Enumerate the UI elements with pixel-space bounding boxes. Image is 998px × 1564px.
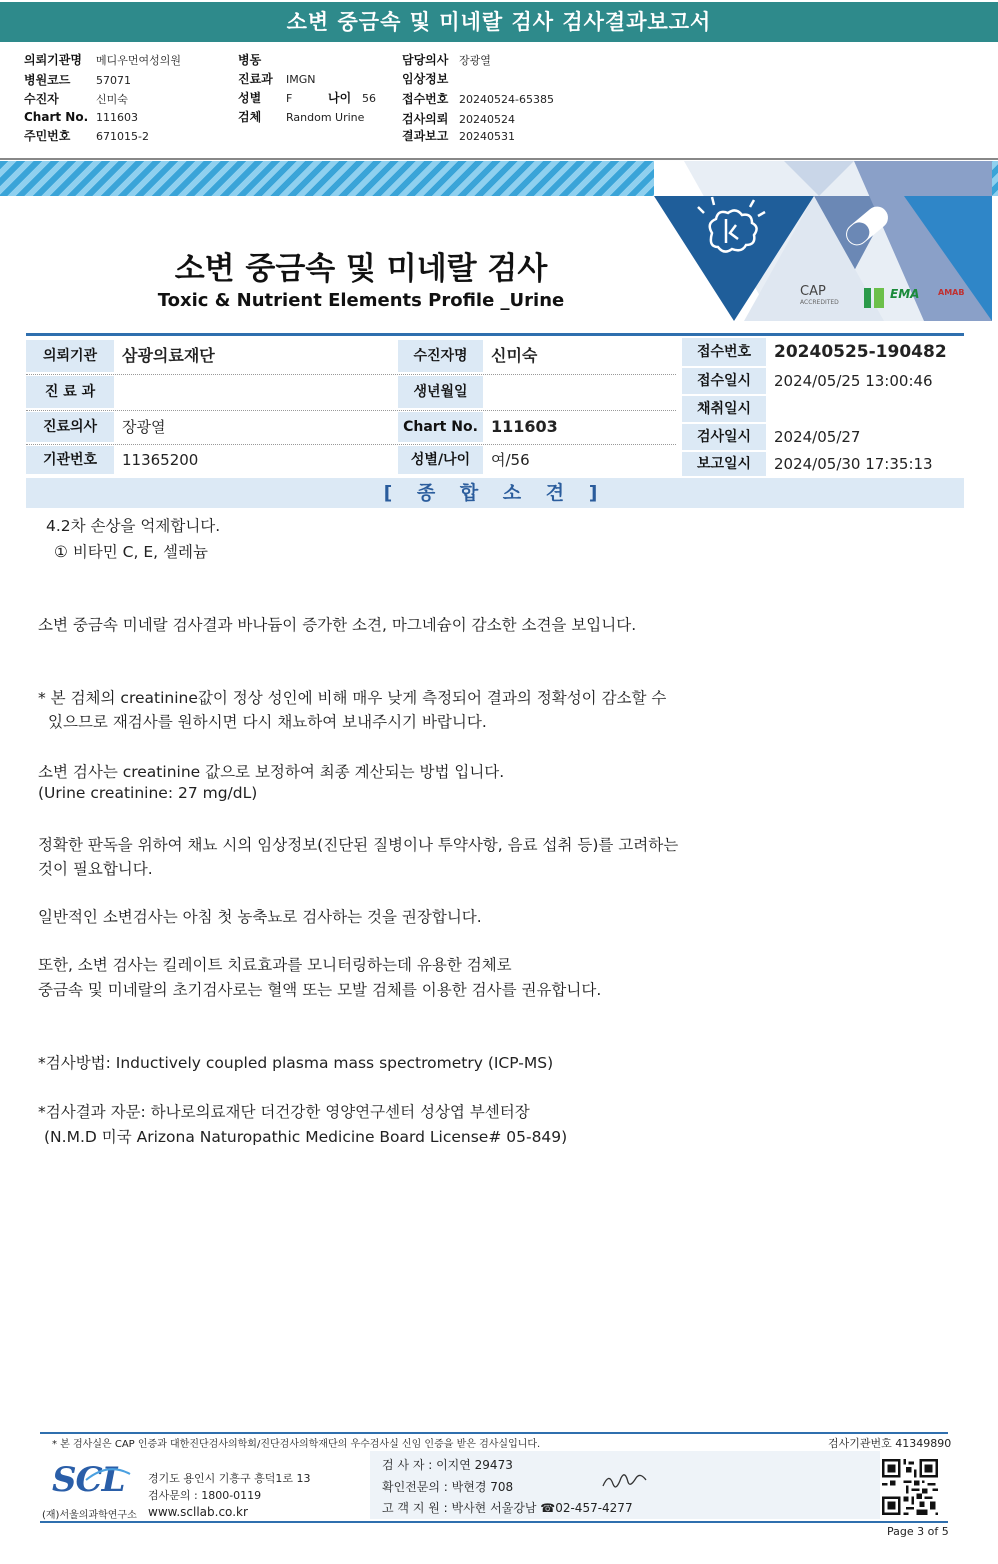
summary-line: * 본 검체의 creatinine값이 정상 성인에 비해 매우 낮게 측정되어 결과의 정확성이 감소할 수 <box>38 689 667 707</box>
scl-logo: SCL <box>52 1460 125 1500</box>
footer-bottom-divider <box>40 1521 948 1523</box>
ema-logo: EMA <box>890 287 920 301</box>
info-value: 111603 <box>491 417 558 436</box>
summary-line: 있으므로 재검사를 원하시면 다시 채뇨하여 보내주시기 바랍니다. <box>48 713 487 731</box>
report-banner-title: 소변 중금속 및 미네랄 검사 검사결과보고서 <box>0 2 998 42</box>
row-divider <box>26 444 676 445</box>
info-label: 채취일시 <box>682 396 766 422</box>
summary-line: ① 비타민 C, E, 셀레늄 <box>54 543 208 561</box>
summary-line: (Urine creatinine: 27 mg/dL) <box>38 784 258 802</box>
header-field: 의뢰기관명 메디우먼여성의원 <box>24 53 182 67</box>
info-value <box>483 376 676 408</box>
info-label: 성별/나이 <box>398 446 483 474</box>
summary-line: *검사방법: Inductively coupled plasma mass spectrometry (ICP-MS) <box>38 1054 554 1072</box>
info-label: 접수일시 <box>682 368 766 394</box>
website-link[interactable]: www.scllab.co.kr <box>148 1505 248 1519</box>
accreditation-notice: * 본 검사실은 CAP 인증과 대한진단검사의학회/진단검사의학재단의 우수검사실 신임 인증을 받은 검사실입니다. <box>52 1439 541 1450</box>
org-name: (재)서울의과학연구소 <box>42 1510 137 1521</box>
header-field: 수진자 신미숙 <box>24 92 128 106</box>
customer-support: 고 객 지 원 : 박사현 서울강남 ☎02-457-4277 <box>382 1501 633 1515</box>
info-label: 검사일시 <box>682 424 766 450</box>
patient-header <box>0 42 998 160</box>
info-value: 신미숙 <box>491 346 538 365</box>
summary-line: 중금속 및 미네랄의 초기검사로는 혈액 또는 모발 검체를 이용한 검사를 권유합니다. <box>38 981 602 999</box>
row-divider <box>26 410 676 411</box>
header-field: 임상정보 <box>402 72 449 86</box>
info-value: 2024/05/30 17:35:13 <box>774 455 933 473</box>
header-field: 결과보고 20240531 <box>402 129 515 143</box>
qr-code-icon <box>882 1459 938 1515</box>
info-value: 삼광의료재단 <box>122 346 215 365</box>
info-label: 보고일시 <box>682 452 766 476</box>
amab-logo: AMAB <box>938 288 965 297</box>
header-field: 성별 F <box>238 91 293 105</box>
summary-line: 또한, 소변 검사는 킬레이트 치료효과를 모니터링하는데 유용한 검체로 <box>38 956 512 974</box>
header-field: 접수번호 20240524-65385 <box>402 92 554 106</box>
summary-line: 것이 필요합니다. <box>38 860 153 878</box>
info-label: 기관번호 <box>26 446 114 474</box>
header-field: Chart No. 111603 <box>24 110 138 124</box>
org-address: 경기도 용인시 기흥구 흥덕1로 13 <box>148 1472 311 1485</box>
info-label: Chart No. <box>398 412 483 442</box>
specialist: 확인전문의 : 박현경 708 <box>382 1480 514 1494</box>
header-field: 검체 Random Urine <box>238 110 365 124</box>
info-value: 2024/05/27 <box>774 428 861 446</box>
footer-divider <box>40 1432 948 1434</box>
tester: 검 사 자 : 이지연 29473 <box>382 1458 513 1472</box>
patient-info-table <box>26 333 964 473</box>
info-value: 장광열 <box>122 418 166 436</box>
info-label: 접수번호 <box>682 338 766 366</box>
summary-line: (N.M.D 미국 Arizona Naturopathic Medicine Board License# 05-849) <box>44 1128 568 1146</box>
info-value: 2024/05/25 13:00:46 <box>774 372 933 390</box>
cap-logo: CAP ACCREDITED <box>800 284 839 306</box>
summary-line: 소변 중금속 미네랄 검사결과 바나듐이 증가한 소견, 마그네슘이 감소한 소견을 보입니다. <box>38 616 637 634</box>
summary-line: *검사결과 자문: 하나로의료재단 더건강한 영양연구센터 성상엽 부센터장 <box>38 1103 530 1121</box>
info-label: 생년월일 <box>398 376 483 408</box>
info-label: 진료의사 <box>26 412 114 442</box>
report-title-korean: 소변 중금속 및 미네랄 검사 <box>174 251 548 287</box>
header-field: 진료과 IMGN <box>238 72 316 86</box>
scl-logo-swoosh <box>84 1466 132 1484</box>
info-value <box>114 376 398 408</box>
header-field: 담당의사 장광열 <box>402 53 491 67</box>
lab-number: 검사기관번호 41349890 <box>828 1437 952 1450</box>
summary-heading: [ 종 합 소 견 ] <box>26 478 964 508</box>
accreditation-logos <box>800 284 970 312</box>
header-field: 병원코드 57071 <box>24 73 131 87</box>
info-value: 20240525-190482 <box>774 342 947 362</box>
lm-logo-icon <box>862 286 886 310</box>
summary-line: 정확한 판독을 위하여 채뇨 시의 임상정보(진단된 질병이나 투약사항, 음료 섭취 등)를 고려하는 <box>38 836 679 854</box>
signature-icon <box>600 1470 650 1494</box>
inquiry-phone: 검사문의 : 1800-0119 <box>148 1489 262 1502</box>
info-label: 진 료 과 <box>26 376 114 408</box>
page-number: Page 3 of 5 <box>887 1525 949 1538</box>
info-label: 수진자명 <box>398 340 483 372</box>
info-value: 여/56 <box>491 451 530 469</box>
header-field-age: 나이 56 <box>328 91 376 105</box>
header-field: 병동 <box>238 53 262 67</box>
info-value: 11365200 <box>122 451 199 469</box>
header-field: 검사의뢰 20240524 <box>402 112 515 126</box>
header-field: 주민번호 671015-2 <box>24 129 149 143</box>
info-label: 의뢰기관 <box>26 340 114 372</box>
report-title-english: Toxic & Nutrient Elements Profile _Urine <box>157 290 565 311</box>
summary-line: 4.2차 손상을 억제합니다. <box>46 517 221 535</box>
summary-line: 소변 검사는 creatinine 값으로 보정하여 최종 계산되는 방법 입니다. <box>38 763 505 781</box>
summary-line: 일반적인 소변검사는 아침 첫 농축뇨로 검사하는 것을 권장합니다. <box>38 908 482 926</box>
row-divider <box>26 374 676 375</box>
info-value <box>766 396 964 422</box>
